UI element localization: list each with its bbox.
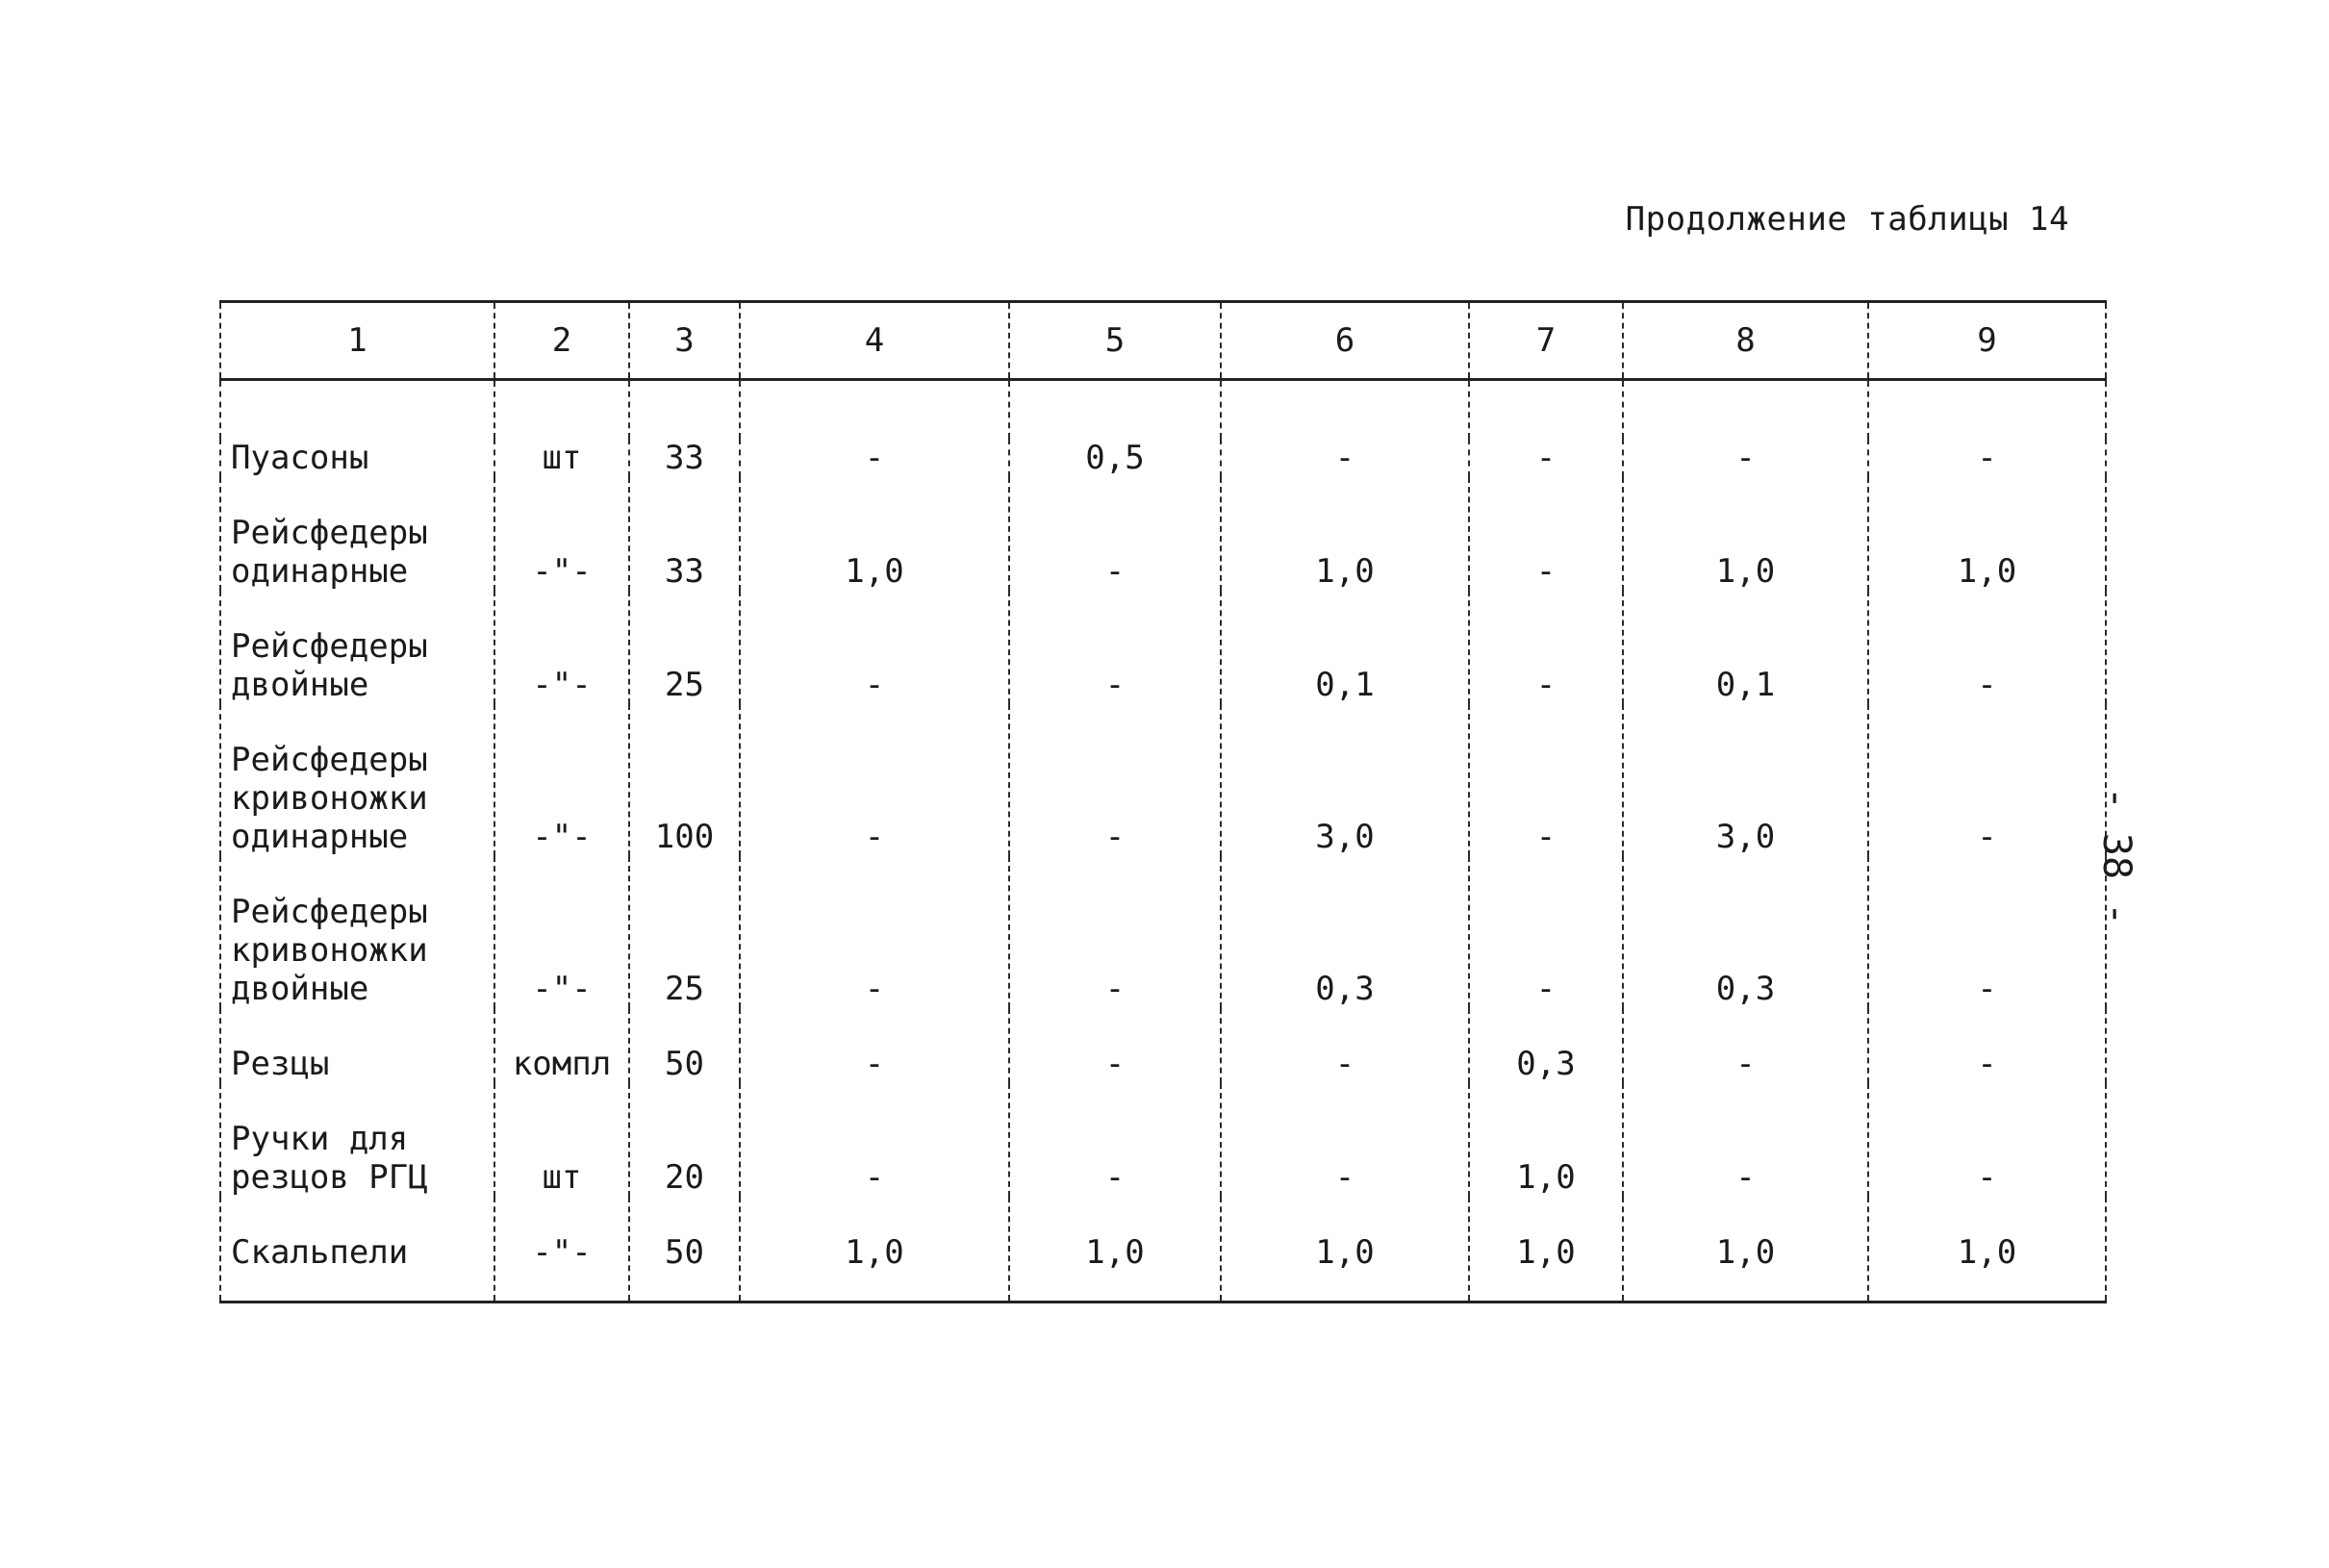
unit-cell: шт (494, 439, 629, 477)
value-cell-4: - (740, 591, 1009, 704)
table-row (220, 1008, 2106, 1083)
item-name-cell (220, 1197, 494, 1302)
item-name: Рейсфедеры кривоножки одинарные (231, 741, 428, 856)
table-row (220, 856, 2106, 1008)
table-row (220, 477, 2106, 591)
value-cell-3: 33 (629, 477, 740, 591)
value-cell-3: 50 (629, 1008, 740, 1083)
item-name-cell (220, 591, 494, 704)
header-row (220, 302, 2106, 380)
value-cell-8: 0,1 (1623, 591, 1868, 704)
value-cell-5: - (1009, 477, 1221, 591)
value-cell-7: 0,3 (1469, 1008, 1623, 1083)
value-cell-6: 1,0 (1221, 1197, 1469, 1302)
value-cell-8: 0,3 (1623, 856, 1868, 1008)
table-row (220, 704, 2106, 856)
item-name-cell (220, 856, 494, 1008)
item-name-cell (220, 439, 494, 477)
table-continuation-caption: Продолжение таблицы 14 (1625, 200, 2069, 239)
value-cell-9: - (1868, 591, 2106, 704)
item-name-cell (220, 477, 494, 591)
page-number: - 38 - (2094, 786, 2139, 926)
item-name: Рейсфедеры одинарные (231, 514, 428, 591)
header-cell: 2 (494, 302, 629, 380)
table-spacer-row (220, 380, 2106, 440)
item-name-cell (220, 704, 494, 856)
value-cell-6: 3,0 (1221, 704, 1469, 856)
item-name-cell (220, 1008, 494, 1083)
value-cell-6: 0,1 (1221, 591, 1469, 704)
header-cell: 7 (1469, 302, 1623, 380)
value-cell-4: - (740, 1008, 1009, 1083)
item-name: Рейсфедеры кривоножки двойные (231, 893, 428, 1008)
header-cell: 8 (1623, 302, 1868, 380)
value-cell-3: 25 (629, 856, 740, 1008)
value-cell-5: - (1009, 591, 1221, 704)
value-cell-9: - (1868, 856, 2106, 1008)
item-name: Пуасоны (231, 439, 369, 477)
unit-cell: компл (494, 1008, 629, 1083)
value-cell-3: 100 (629, 704, 740, 856)
value-cell-6: - (1221, 1083, 1469, 1197)
value-cell-4: - (740, 704, 1009, 856)
value-cell-5: 0,5 (1009, 439, 1221, 477)
value-cell-9: - (1868, 439, 2106, 477)
header-cell: 9 (1868, 302, 2106, 380)
table-body (220, 380, 2106, 1302)
unit-cell: -"- (494, 856, 629, 1008)
item-name: Рейсфедеры двойные (231, 627, 428, 704)
table-row (220, 1197, 2106, 1302)
table-row (220, 591, 2106, 704)
header-cell: 5 (1009, 302, 1221, 380)
value-cell-7: - (1469, 477, 1623, 591)
value-cell-8: 3,0 (1623, 704, 1868, 856)
value-cell-6: - (1221, 1008, 1469, 1083)
value-cell-7: - (1469, 856, 1623, 1008)
value-cell-6: 1,0 (1221, 477, 1469, 591)
header-cell: 4 (740, 302, 1009, 380)
header-cell: 3 (629, 302, 740, 380)
value-cell-8: 1,0 (1623, 1197, 1868, 1302)
unit-cell: -"- (494, 1197, 629, 1302)
value-cell-8: 1,0 (1623, 477, 1868, 591)
value-cell-3: 20 (629, 1083, 740, 1197)
value-cell-7: 1,0 (1469, 1197, 1623, 1302)
value-cell-6: - (1221, 439, 1469, 477)
item-name: Резцы (231, 1045, 330, 1083)
value-cell-6: 0,3 (1221, 856, 1469, 1008)
item-name-cell (220, 1083, 494, 1197)
item-name: Скальпели (231, 1233, 409, 1272)
value-cell-5: - (1009, 856, 1221, 1008)
value-cell-5: 1,0 (1009, 1197, 1221, 1302)
value-cell-7: - (1469, 704, 1623, 856)
table-row (220, 1083, 2106, 1197)
value-cell-4: 1,0 (740, 1197, 1009, 1302)
value-cell-5: - (1009, 1083, 1221, 1197)
value-cell-4: - (740, 439, 1009, 477)
value-cell-9: - (1868, 704, 2106, 856)
table-container (219, 300, 2105, 1303)
table-row (220, 439, 2106, 477)
value-cell-8: - (1623, 1008, 1868, 1083)
value-cell-9: - (1868, 1083, 2106, 1197)
value-cell-5: - (1009, 704, 1221, 856)
header-cell: 6 (1221, 302, 1469, 380)
unit-cell: -"- (494, 704, 629, 856)
data-table (219, 300, 2107, 1303)
table-header (220, 302, 2106, 380)
value-cell-5: - (1009, 1008, 1221, 1083)
value-cell-7: 1,0 (1469, 1083, 1623, 1197)
item-name: Ручки для резцов РГЦ (231, 1120, 428, 1197)
unit-cell: -"- (494, 591, 629, 704)
value-cell-9: 1,0 (1868, 1197, 2106, 1302)
header-cell: 1 (220, 302, 494, 380)
value-cell-8: - (1623, 439, 1868, 477)
value-cell-8: - (1623, 1083, 1868, 1197)
value-cell-3: 25 (629, 591, 740, 704)
unit-cell: шт (494, 1083, 629, 1197)
value-cell-7: - (1469, 591, 1623, 704)
value-cell-3: 50 (629, 1197, 740, 1302)
value-cell-7: - (1469, 439, 1623, 477)
value-cell-4: 1,0 (740, 477, 1009, 591)
value-cell-4: - (740, 1083, 1009, 1197)
value-cell-9: 1,0 (1868, 477, 2106, 591)
value-cell-4: - (740, 856, 1009, 1008)
value-cell-9: - (1868, 1008, 2106, 1083)
value-cell-3: 33 (629, 439, 740, 477)
unit-cell: -"- (494, 477, 629, 591)
